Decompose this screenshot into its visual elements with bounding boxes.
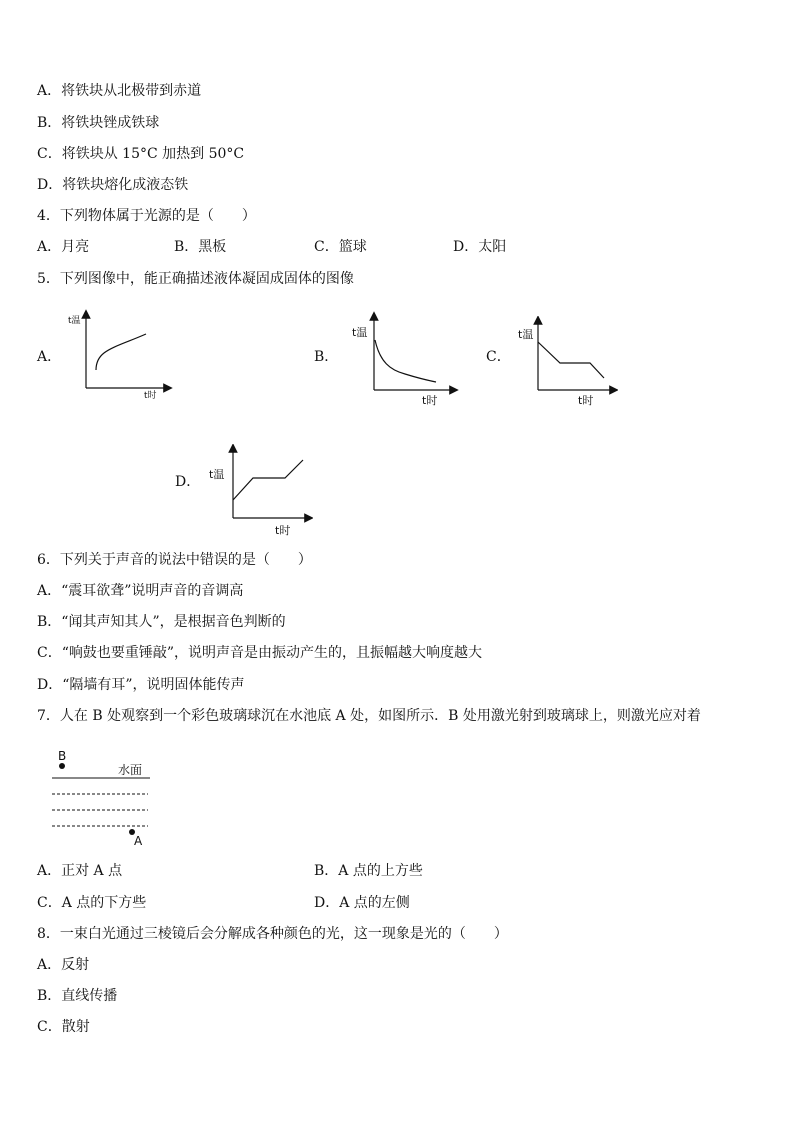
graph-b-label: B． bbox=[314, 349, 339, 365]
graph-d-ylabel: t温 bbox=[209, 468, 225, 481]
q3-option-b: B．将铁块锉成铁球 bbox=[37, 115, 160, 131]
q4-option-a: A．月亮 bbox=[37, 239, 90, 255]
point-a-label: A bbox=[134, 834, 143, 848]
q8-option-c: C．散射 bbox=[37, 1019, 90, 1035]
q4-option-c: C．篮球 bbox=[314, 239, 367, 255]
q6-stem: 6．下列关于声音的说法中错误的是（ ） bbox=[37, 552, 312, 568]
q7-stem: 7．人在 B 处观察到一个彩色玻璃球沉在水池底 A 处，如图所示．B 处用激光射到玻璃球上，则激光应对着 bbox=[37, 708, 701, 724]
q3-option-d: D．将铁块熔化成液态铁 bbox=[37, 177, 189, 193]
q3-option-a: A．将铁块从北极带到赤道 bbox=[37, 83, 202, 99]
graph-c-label: C． bbox=[486, 349, 511, 365]
q7-figure bbox=[46, 744, 158, 850]
q8-option-a: A．反射 bbox=[37, 957, 90, 973]
graph-c bbox=[514, 316, 618, 410]
q7-option-a: A．正对 A 点 bbox=[37, 863, 123, 879]
graph-a-curve bbox=[96, 334, 146, 370]
q6-option-a: A．“震耳欲聋”说明声音的音调高 bbox=[37, 583, 244, 599]
point-b-label: B bbox=[58, 749, 67, 763]
q6-option-b: B．“闻其声知其人”，是根据音色判断的 bbox=[37, 614, 286, 630]
q6-option-c: C．“响鼓也要重锤敲”，说明声音是由振动产生的，且振幅越大响度越大 bbox=[37, 645, 483, 661]
q3-option-c: C．将铁块从 15°C 加热到 50°C bbox=[37, 146, 245, 162]
q8-stem: 8．一束白光通过三棱镜后会分解成各种颜色的光，这一现象是光的（ ） bbox=[37, 926, 508, 942]
graph-d-label: D． bbox=[175, 474, 201, 490]
q6-option-d: D．“隔墙有耳”，说明固体能传声 bbox=[37, 677, 245, 693]
q7-option-c: C．A 点的下方些 bbox=[37, 895, 147, 911]
q7-option-d: D．A 点的左侧 bbox=[314, 895, 410, 911]
graph-c-curve bbox=[538, 342, 604, 378]
q8-option-b: B．直线传播 bbox=[37, 988, 118, 1004]
q5-stem: 5．下列图像中，能正确描述液体凝固成固体的图像 bbox=[37, 271, 354, 287]
graph-a-label: A． bbox=[37, 349, 62, 365]
graph-d bbox=[207, 444, 313, 540]
graph-d-curve bbox=[233, 460, 303, 500]
point-b bbox=[59, 763, 65, 769]
graph-b-curve bbox=[375, 340, 436, 382]
graph-c-ylabel: t温 bbox=[518, 328, 534, 341]
graph-b-xlabel: t时 bbox=[422, 394, 438, 407]
water-surface-label: 水面 bbox=[118, 763, 143, 777]
q4-stem: 4．下列物体属于光源的是（ ） bbox=[37, 208, 256, 224]
graph-a-ylabel: t温 bbox=[68, 316, 81, 326]
graph-b-ylabel: t温 bbox=[352, 326, 368, 339]
q4-option-d: D．太阳 bbox=[453, 239, 507, 255]
q7-option-b: B．A 点的上方些 bbox=[314, 863, 423, 879]
q4-option-b: B．黑板 bbox=[174, 239, 227, 255]
graph-d-xlabel: t时 bbox=[275, 524, 291, 537]
graph-b bbox=[350, 310, 460, 410]
graph-c-xlabel: t时 bbox=[578, 394, 594, 407]
graph-a-xlabel: t时 bbox=[144, 391, 157, 400]
graph-a bbox=[62, 308, 174, 400]
